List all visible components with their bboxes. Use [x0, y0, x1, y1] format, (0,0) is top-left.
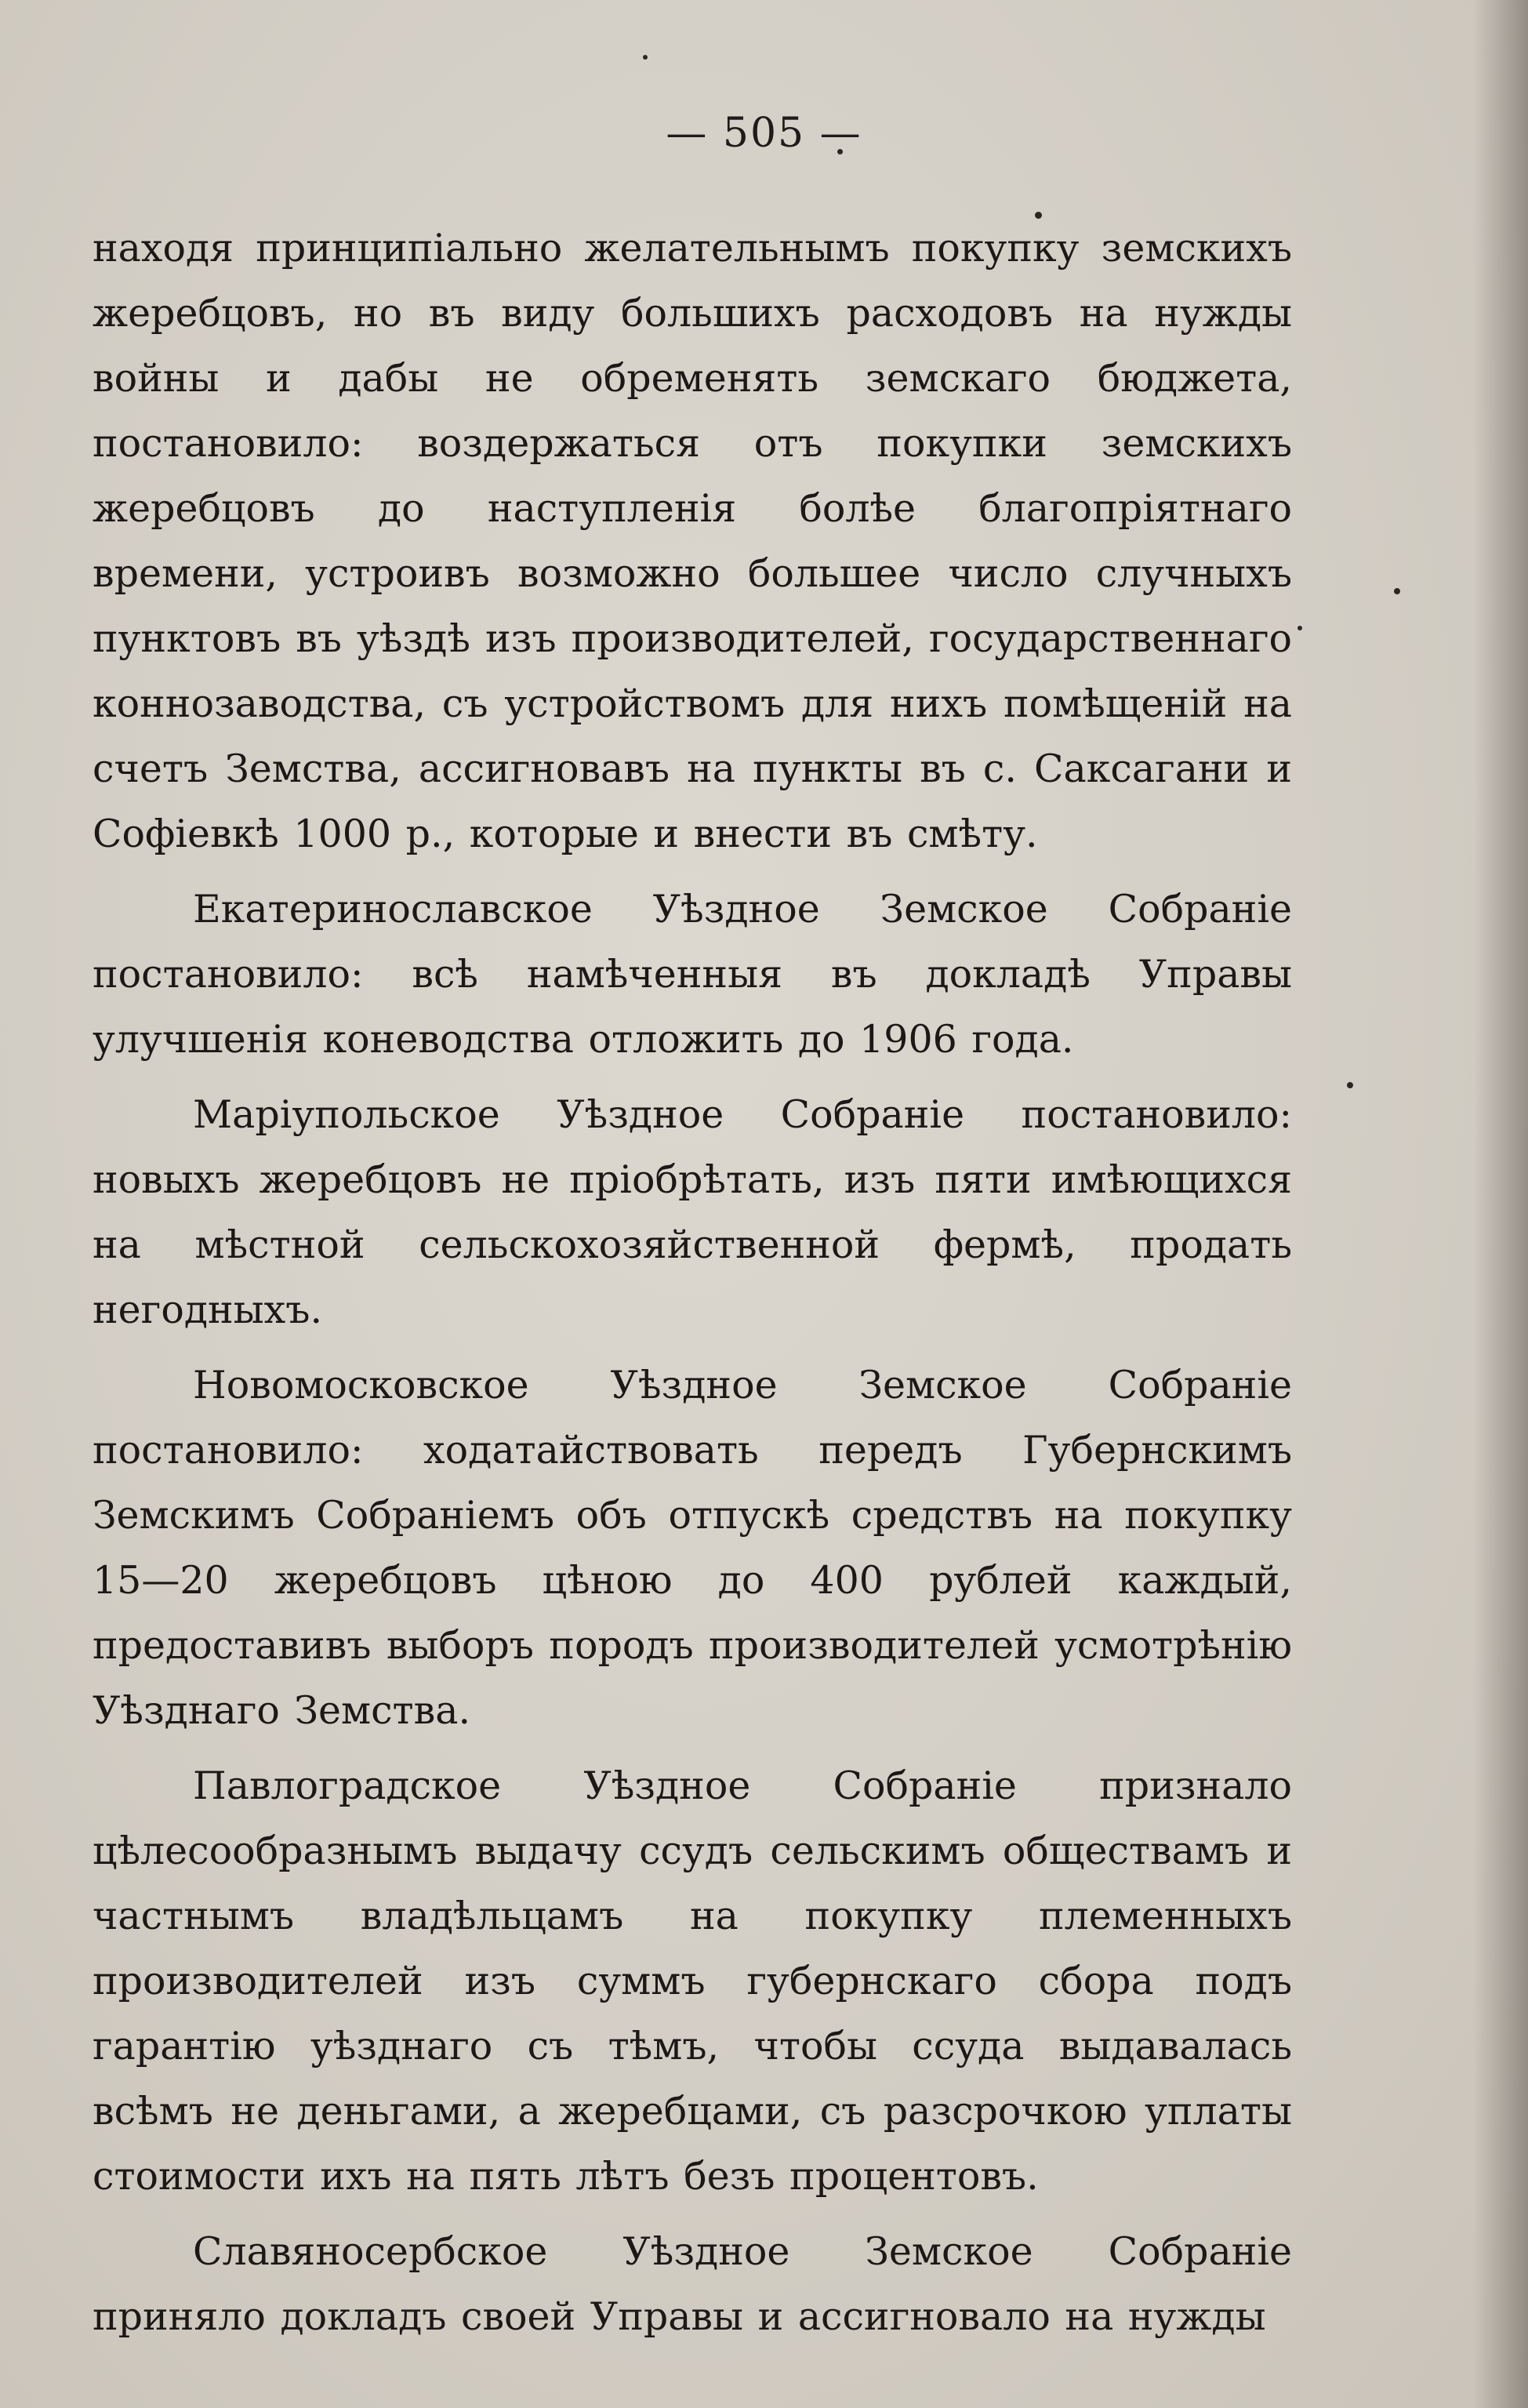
- paragraph-novomoskovsk: Новомосковское Уѣздное Земское Собраніе постановило: ходатайствовать передъ Губернскимъ Земскимъ Собраніемъ объ отпускѣ средствъ на покупку 15—20 жеребцовъ цѣною до 400 рублей каждый, предоставивъ выборъ породъ производителей усмотрѣнію Уѣзднаго Земства.: [93, 1363, 1292, 1733]
- page-edge-shadow: [1473, 0, 1528, 2408]
- paragraph-slavyanoserbsk: Славяносербское Уѣздное Земское Собраніе приняло докладъ своей Управы и ассигновало на нужды: [93, 2229, 1292, 2339]
- paragraph-continuation: находя принципіально желательнымъ покупку земскихъ жеребцовъ, но въ виду большихъ расходовъ на нужды войны и дабы не обременять земскаго бюджета, постановило: воздержаться отъ покупки земскихъ жеребцовъ до наступленія болѣе благопріятнаго времени, устроивъ возможно большее число случныхъ пунктовъ въ уѣздѣ изъ производителей, государственнаго коннозаводства, съ устройствомъ для нихъ помѣщеній на счетъ Земства, ассигновавъ на пункты въ с. Саксагани и Софіевкѣ 1000 р., которые и внести въ смѣту.: [93, 226, 1292, 856]
- scan-speck: [1347, 1082, 1353, 1088]
- paragraph-pavlograd: Павлоградское Уѣздное Собраніе признало цѣлесообразнымъ выдачу ссудъ сельскимъ обществамъ и частнымъ владѣльцамъ на покупку племенныхъ производителей изъ суммъ губернскаго сбора подъ гарантію уѣзднаго съ тѣмъ, чтобы ссуда выдавалась всѣмъ не деньгами, а жеребцами, съ разсрочкою уплаты стоимости ихъ на пять лѣтъ безъ процентовъ.: [93, 1763, 1292, 2199]
- scan-speck: [1298, 626, 1302, 630]
- scan-speck: [1394, 588, 1400, 594]
- scan-speck: [643, 55, 648, 60]
- page-number: — 505 —: [666, 110, 862, 157]
- body-text: [93, 216, 1292, 2359]
- paragraph-ekaterinoslav: Екатеринославское Уѣздное Земское Собраніе постановило: всѣ намѣченныя въ докладѣ Управы улучшенія коневодства отложить до 1906 года.: [93, 887, 1292, 1062]
- paragraph-mariupol: Маріупольское Уѣздное Собраніе постановило: новыхъ жеребцовъ не пріобрѣтать, изъ пяти имѣющихся на мѣстной сельскохозяйственной фермѣ, продать негодныхъ.: [93, 1092, 1292, 1332]
